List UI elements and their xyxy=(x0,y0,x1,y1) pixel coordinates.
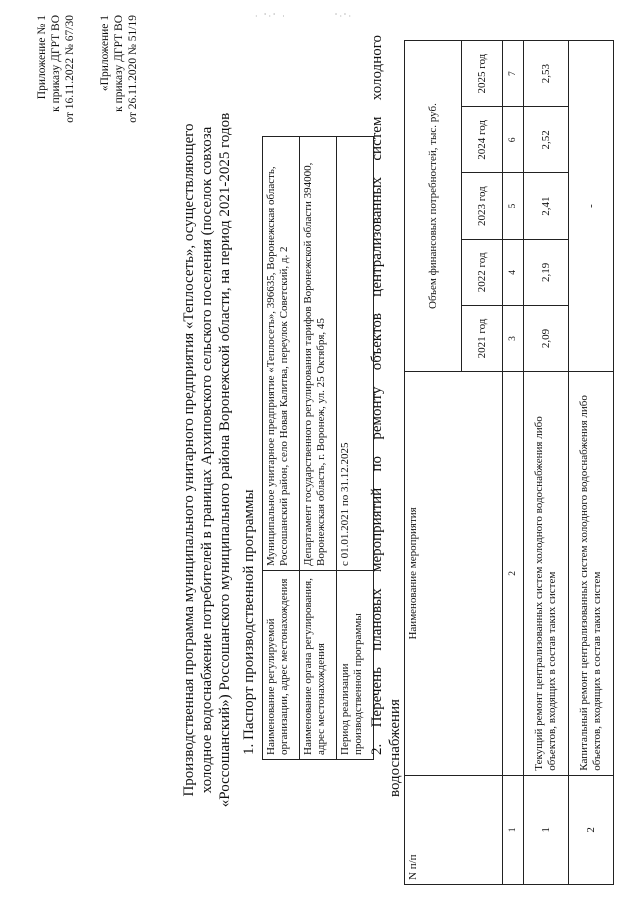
appendix-previous xyxy=(98,15,140,245)
passport-label: Период реализации производственной программы xyxy=(337,571,374,760)
appendix-current xyxy=(35,15,77,245)
row-value: 2,19 xyxy=(524,239,569,305)
measures-table xyxy=(404,40,614,885)
col-finance-header: Объем финансовых потребностей, тыс. руб. xyxy=(405,41,462,372)
row-name: Капитальный ремонт централизованных систем холодного водоснабжения либо объектов, входящих в состав таких систем xyxy=(569,372,614,776)
table-row xyxy=(524,41,569,885)
row-value: 2,41 xyxy=(524,173,569,239)
index-cell: 1 xyxy=(503,775,524,884)
passport-value: Муниципальное унитарное предприятие «Теплосеть», 396635, Воронежская область, Россошанский район, село Новая Калитва, переулок Советский, д. 2 xyxy=(263,137,300,571)
table-header-row xyxy=(405,41,462,885)
year-header: 2023 год xyxy=(462,173,503,239)
section2-heading-cont: водоснабжения xyxy=(387,699,403,797)
passport-label: Наименование регулируемой организации, адрес местонахождения xyxy=(263,571,300,760)
row-value: 2,53 xyxy=(524,41,569,107)
section2-heading: 2. Перечень плановых мероприятий по ремонту объектов централизованных систем холодного xyxy=(369,35,385,755)
year-header: 2025 год xyxy=(462,41,503,107)
title-line: «Россошанский») Россошанского муниципального района Воронежской области, на период 2021-2025 годов xyxy=(217,112,233,808)
col-num-header: N п/п xyxy=(405,775,503,884)
table-index-row xyxy=(503,41,524,885)
year-header: 2021 год xyxy=(462,305,503,371)
table-row xyxy=(263,137,300,760)
appendix-line: от 16.11.2022 № 67/30 xyxy=(64,15,76,123)
index-cell: 2 xyxy=(503,372,524,776)
appendix-line: к приказу ДГРТ ВО xyxy=(113,15,125,112)
row-num: 2 xyxy=(569,775,614,884)
table-row xyxy=(300,137,337,760)
title-line: холодное водоснабжение потребителей в границах Архиповского сельского поселения (поселок совхоза xyxy=(199,126,215,794)
passport-table xyxy=(262,136,374,760)
title-line: Производственная программа муниципального унитарного предприятия «Теплосеть», осуществляющего xyxy=(181,123,197,797)
row-value: 2,52 xyxy=(524,107,569,173)
index-cell: 3 xyxy=(503,305,524,371)
row-value: 2,09 xyxy=(524,305,569,371)
row-merged-value: - xyxy=(569,41,614,372)
appendix-line: от 26.11.2020 № 51/19 xyxy=(127,15,139,123)
scan-artifact: ʾ·ʿ· xyxy=(335,12,353,21)
year-header: 2022 год xyxy=(462,239,503,305)
year-header: 2024 год xyxy=(462,107,503,173)
index-cell: 4 xyxy=(503,239,524,305)
section1-heading: 1. Паспорт производственной программы xyxy=(241,489,257,755)
appendix-line: к приказу ДГРТ ВО xyxy=(50,15,62,112)
passport-label: Наименование органа регулирования, адрес местонахождения xyxy=(300,571,337,760)
table-row xyxy=(569,41,614,885)
col-name-header: Наименование мероприятия xyxy=(405,372,503,776)
appendix-line: Приложение № 1 xyxy=(36,15,48,100)
row-name: Текущий ремонт централизованных систем холодного водоснабжения либо объектов, входящих в состав таких систем xyxy=(524,372,569,776)
passport-value: с 01.01.2021 по 31.12.2025 xyxy=(337,137,374,571)
index-cell: 5 xyxy=(503,173,524,239)
document-title xyxy=(180,75,234,845)
scan-artifact: · ʿ·ʾ · xyxy=(255,12,287,21)
appendix-line: «Приложение 1 xyxy=(99,15,111,92)
index-cell: 6 xyxy=(503,107,524,173)
row-num: 1 xyxy=(524,775,569,884)
index-cell: 7 xyxy=(503,41,524,107)
passport-value: Департамент государственного регулирования тарифов Воронежской области 394000, Воронежская область, г. Воронеж, ул. 25 Октября, 45 xyxy=(300,137,337,571)
